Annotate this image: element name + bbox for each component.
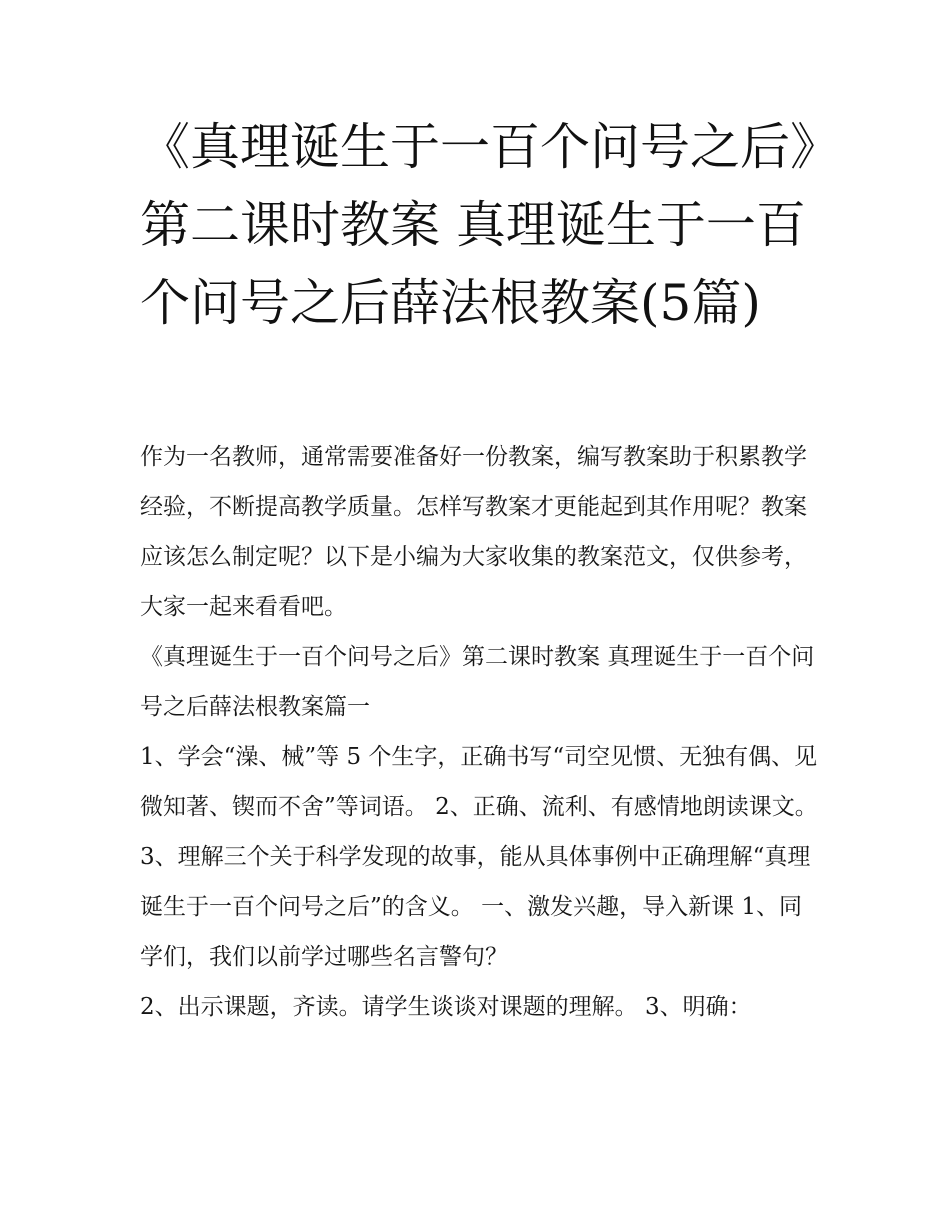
document-title: 《真理诞生于一百个问号之后》第二课时教案 真理诞生于一百个问号之后薛法根教案(5篇) (140, 118, 815, 332)
section-heading: 《真理诞生于一百个问号之后》第二课时教案 真理诞生于一百个问号之后薛法根教案篇一 (140, 644, 815, 720)
objective-paragraph-1: 1、学会“澡、械”等 5 个生字，正确书写“司空见惯、无独有偶、见微知著、锲而不舍”等词语。 2、正确、流利、有感情地朗读课文。 (140, 744, 818, 820)
objective-paragraph-2: 3、理解三个关于科学发现的故事，能从具体事例中正确理解“真理诞生于一百个问号之后”的含义。 一、激发兴趣，导入新课 1、同学们，我们以前学过哪些名言警句？ (140, 844, 811, 970)
lesson-step-paragraph: 2、出示课题，齐读。请学生谈谈对课题的理解。 3、明确： (140, 994, 752, 1020)
intro-paragraph: 作为一名教师，通常需要准备好一份教案，编写教案助于积累教学经验，不断提高教学质量。怎样写教案才更能起到其作用呢？教案应该怎么制定呢？以下是小编为大家收集的教案范文，仅供参考，大家一起来看看吧。 (140, 444, 807, 620)
document-body (140, 432, 820, 1032)
